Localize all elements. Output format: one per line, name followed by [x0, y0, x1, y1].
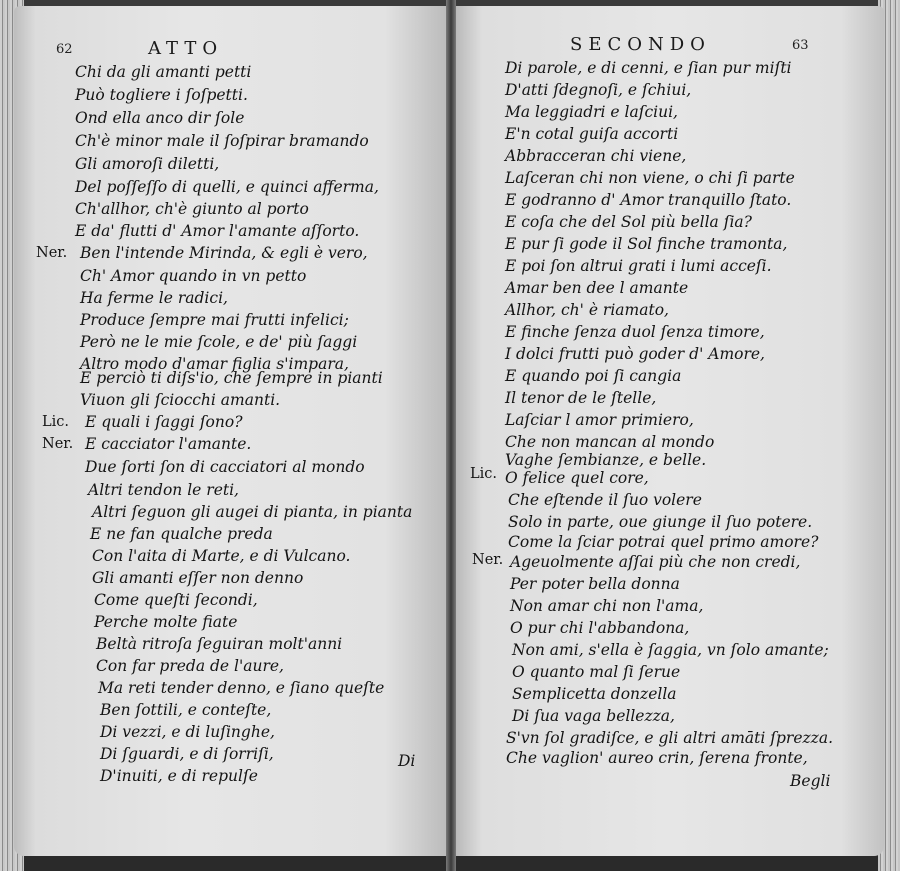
speaker-label: Ner. — [42, 436, 74, 452]
verse-line: Non ami, s'ella è ſaggia, vn ſolo amante; — [512, 641, 829, 659]
verse-line: Con l'aita di Marte, e di Vulcano. — [92, 547, 351, 565]
verse-line: Produce ſempre mai frutti infelici; — [80, 311, 349, 329]
verse-line: Può togliere i ſoſpetti. — [75, 86, 248, 104]
verse-line: Due ſorti ſon di cacciatori al mondo — [85, 458, 365, 476]
verse-line: Di ſua vaga bellezza, — [512, 707, 675, 725]
verse-line: Allhor, ch' è riamato, — [505, 301, 669, 319]
verse-line: D'inuiti, e di repulſe — [100, 767, 258, 785]
verse-line: O quanto mal ſi ſerue — [512, 663, 681, 681]
speaker-label: Lic. — [42, 414, 69, 430]
verse-line: E finche ſenza duol ſenza timore, — [505, 323, 765, 341]
left-running-header: ATTO — [148, 38, 224, 59]
verse-line: Laſciar l amor primiero, — [505, 411, 694, 429]
speaker-label: Lic. — [470, 466, 497, 482]
verse-line: Ben l'intende Mirinda, & egli è vero, — [80, 244, 368, 262]
verse-line: Laſceran chi non viene, o chi ſi parte — [505, 169, 795, 187]
verse-line: E pur ſi gode il Sol finche tramonta, — [505, 235, 788, 253]
verse-line: Beltà ritroſa ſeguiran molt'anni — [96, 635, 343, 653]
verse-line: Altri tendon le reti, — [88, 481, 239, 499]
verse-line: Ch' Amor quando in vn petto — [80, 267, 307, 285]
verse-line: Di vezzi, e di luſinghe, — [100, 723, 275, 741]
verse-line: Del poſſeſſo di quelli, e quinci afferma, — [75, 178, 379, 196]
verse-line: Amar ben dee l amante — [505, 279, 689, 297]
verse-line: E poi ſon altrui grati i lumi acceſi. — [505, 257, 772, 275]
verse-line: Che eſtende il ſuo volere — [508, 491, 702, 509]
verse-line: Come queſti ſecondi, — [94, 591, 258, 609]
verse-line: Altro modo d'amar figlia s'impara, — [80, 355, 349, 373]
right-folio: 63 — [792, 38, 809, 53]
verse-line: O felice quel core, — [505, 469, 649, 487]
verse-line: Di ſguardi, e di ſorriſi, — [100, 745, 274, 763]
verse-line: Ch'allhor, ch'è giunto al porto — [75, 200, 309, 218]
right-running-header: SECONDO — [570, 34, 711, 55]
verse-line: Però ne le mie ſcole, e de' più ſaggi — [80, 333, 358, 351]
verse-line: E quando poi ſi cangia — [505, 367, 682, 385]
verse-line: E cacciator l'amante. — [85, 435, 252, 453]
verse-line: E godranno d' Amor tranquillo ſtato. — [505, 191, 792, 209]
verse-line: E'n cotal guiſa accorti — [505, 125, 679, 143]
verse-line: Chi da gli amanti petti — [75, 63, 252, 81]
verse-line: Di parole, e di cenni, e ſian pur miſti — [505, 59, 792, 77]
speaker-label: Ner. — [36, 245, 68, 261]
verse-line: Viuon gli ſciocchi amanti. — [80, 391, 281, 409]
verse-line: E coſa che del Sol più bella ſia? — [505, 213, 752, 231]
verse-line: Per poter bella donna — [510, 575, 680, 593]
verse-line: D'atti ſdegnoſi, e ſchiui, — [505, 81, 692, 99]
verse-line: Non amar chi non l'ama, — [510, 597, 704, 615]
verse-line: S'vn ſol gradiſce, e gli altri amāti ſprezza. — [506, 729, 834, 747]
book-gutter — [446, 0, 456, 871]
verse-line: E da' flutti d' Amor l'amante aſſorto. — [75, 222, 360, 240]
verse-line: Ma reti tender denno, e ſiano queſte — [98, 679, 385, 697]
verse-line: Altri ſeguon gli augei di pianta, in pianta — [92, 503, 413, 521]
verse-line: Come la ſciar potrai quel primo amore? — [508, 533, 819, 551]
verse-line: Il tenor de le ſtelle, — [505, 389, 657, 407]
verse-line: Che vaglion' aureo crin, ſerena fronte, — [506, 749, 808, 767]
verse-line: Gli amanti eſſer non denno — [92, 569, 304, 587]
verse-line: Vaghe ſembianze, e belle. — [505, 451, 707, 469]
verse-line: Con far preda de l'aure, — [96, 657, 284, 675]
verse-line: Ha ferme le radici, — [80, 289, 228, 307]
verse-line: E quali i ſaggi ſono? — [85, 413, 243, 431]
verse-line: Semplicetta donzella — [512, 685, 677, 703]
verse-line: Perche molte fiate — [94, 613, 238, 631]
right-catchword: Begli — [790, 772, 831, 790]
verse-line: Ben ſottili, e conteſte, — [100, 701, 272, 719]
verse-line: Ond ella anco dir ſole — [75, 109, 245, 127]
left-catchword: Di — [398, 752, 416, 770]
verse-line: Abbracceran chi viene, — [505, 147, 687, 165]
verse-line: Solo in parte, oue giunge il ſuo potere. — [508, 513, 813, 531]
left-folio: 62 — [56, 42, 73, 57]
verse-line: Ch'è minor male il ſoſpirar bramando — [75, 132, 369, 150]
verse-line: O pur chi l'abbandona, — [510, 619, 690, 637]
verse-line: Gli amoroſi diletti, — [75, 155, 220, 173]
verse-line: Che non mancan al mondo — [505, 433, 715, 451]
verse-line: E ne fan qualche preda — [90, 525, 273, 543]
verse-line: E perciò ti diſs'io, che ſempre in pianti — [80, 369, 383, 387]
verse-line: I dolci frutti può goder d' Amore, — [505, 345, 765, 363]
verse-line: Ageuolmente aſſai più che non credi, — [510, 553, 801, 571]
verse-line: Ma leggiadri e laſciui, — [505, 103, 678, 121]
speaker-label: Ner. — [472, 552, 504, 568]
